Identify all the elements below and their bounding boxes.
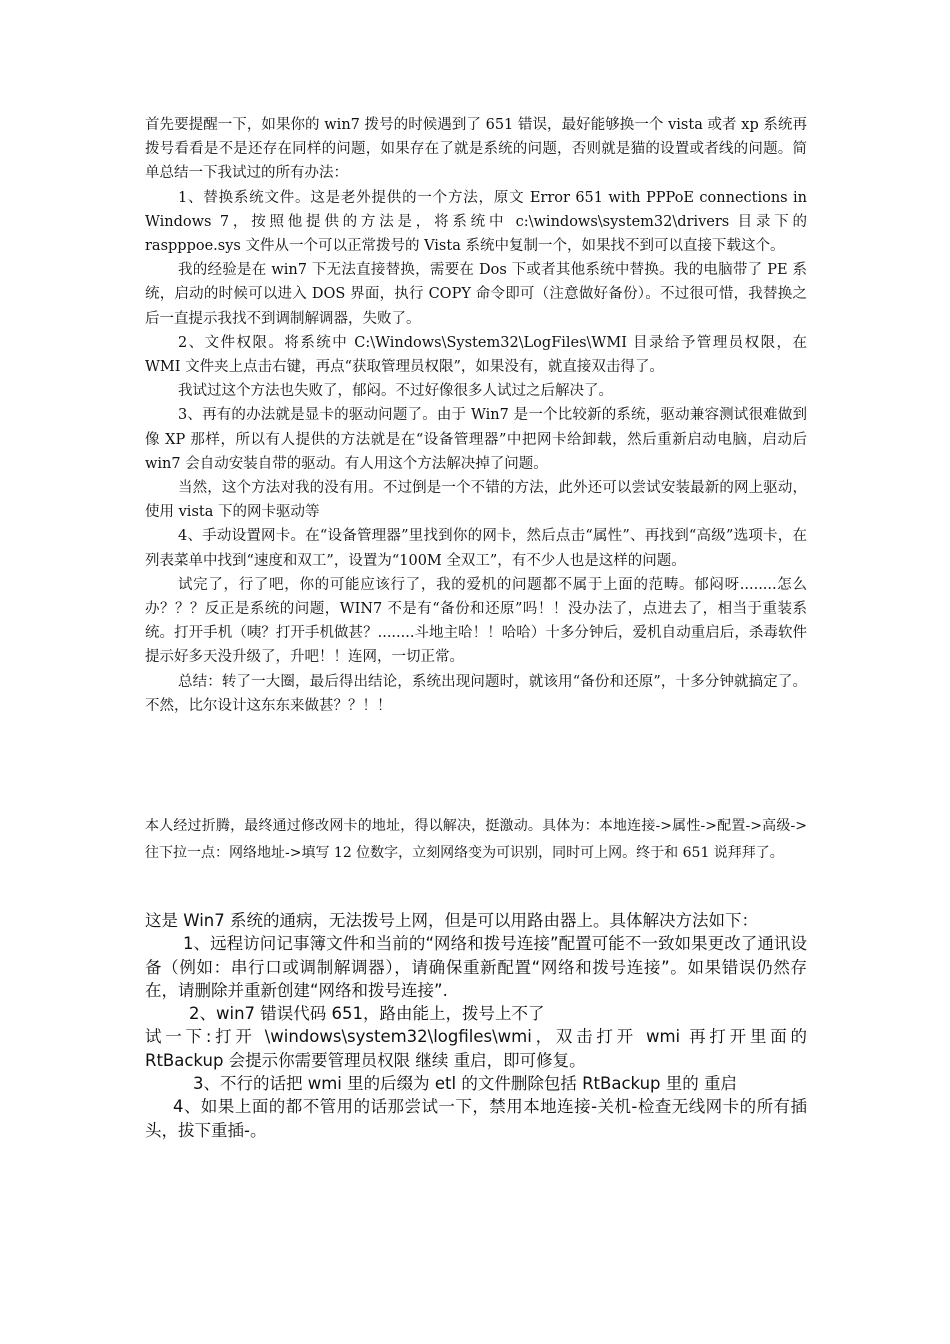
solution-4-paragraph: 4、如果上面的都不管用的话那尝试一下，禁用本地连接-关机-检查无线网卡的所有插头，拔下重插-。 <box>145 1097 807 1140</box>
method-4-paragraph: 4、手动设置网卡。在“设备管理器”里找到你的网卡，然后点击“属性”、再找到“高级”选项卡，在列表菜单中找到“速度和双工”，设置为“100M 全双工”，有不少人也是这样的问题。 <box>145 528 807 569</box>
solution-3-paragraph: 3、不行的话把 wmi 里的后缀为 etl 的文件删除包括 RtBackup 里的 重启 <box>193 1074 737 1094</box>
method-2-result-paragraph: 我试过这个方法也失败了，郁闷。不过好像很多人试过之后解决了。 <box>178 383 613 400</box>
method-2-paragraph: 2、文件权限。将系统中 C:\Windows\System32\LogFiles\WMI 目录给予管理员权限，在 WMI 文件夹上点击右键，再点“获取管理员权限”，如果没有，就直接双击得了。 <box>145 334 807 376</box>
solution-2-heading: 2、win7 错误代码 651，路由能上，拨号上不了 <box>189 1004 545 1024</box>
mac-address-solution-paragraph: 本人经过折腾，最终通过修改网卡的地址，得以解决，挺激动。具体为：本地连接->属性->配置->高级->往下拉一点：网络地址->填写 12 位数字，立刻网络变为可识别，同时可上网。终于和 651 说拜拜了。 <box>145 818 807 861</box>
solution-2-steps: 试一下:打开 \windows\system32\logfiles\wmi，双击打开 wmi 再打开里面的 RtBackup 会提示你需要管理员权限 继续 重启，即可修复。 <box>145 1027 807 1070</box>
summary-paragraph: 总结：转了一大圈，最后得出结论，系统出现问题时，就该用“备份和还原”，十多分钟就搞定了。不然，比尔设计这东东来做甚？？！！ <box>145 673 807 714</box>
article-section-mac-address <box>145 813 807 867</box>
intro-paragraph: 首先要提醒一下，如果你的 win7 拨号的时候遇到了 651 错误，最好能够换一个 vista 或者 xp 系统再拨号看看是不是还存在同样的问题，如果存在了就是系统的问题，否则就是猫的设置或者线的问题。简单总结一下我试过的所有办法： <box>145 117 807 182</box>
article-section-common-issue <box>145 909 807 1142</box>
method-1-experience-paragraph: 我的经验是在 win7 下无法直接替换，需要在 Dos 下或者其他系统中替换。我的电脑带了 PE 系统，启动的时候可以进入 DOS 界面，执行 COPY 命令即可（注意做好备份）。不过很可惜，我替换之后一直提示我找不到调制解调器，失败了。 <box>145 262 807 327</box>
article-section-main <box>145 113 807 718</box>
method-3-paragraph: 3、再有的办法就是显卡的驱动问题了。由于 Win7 是一个比较新的系统，驱动兼容测试很难做到像 XP 那样，所以有人提供的方法就是在“设备管理器”中把网卡给卸载，然后重新启动电脑，启动后 win7 会自动安装自带的驱动。有人用这个方法解决掉了问题。 <box>145 407 807 472</box>
method-3-result-paragraph: 当然，这个方法对我的没有用。不过倒是一个不错的方法，此外还可以尝试安装最新的网上驱动，使用 vista 下的网卡驱动等 <box>145 480 807 521</box>
outcome-paragraph: 试完了，行了吧，你的可能应该行了，我的爱机的问题都不属于上面的范畴。郁闷呀........怎么办？？？反正是系统的问题，WIN7 不是有“备份和还原”吗！！没办法了，点进去了，相当于重装系统。打开手机（咦？打开手机做甚？........斗地主哈！！哈哈）十多分钟后，爱机自动重启后，杀毒软件提示好多天没升级了，升吧！！连网，一切正常。 <box>145 576 807 666</box>
method-1-paragraph: 1、替换系统文件。这是老外提供的一个方法，原文 Error 651 with PPPoE connections in Windows 7，按照他提供的方法是，将系统中 c:\windows\system32\drivers 目录下的 raspppoe.sys 文件从一个可以正常拨号的 Vista 系统中复制一个，如果找不到可以直接下载这个。 <box>145 189 807 255</box>
solution-1-paragraph: 1、远程访问记事簿文件和当前的“网络和拨号连接”配置可能不一致如果更改了通讯设备（例如：串行口或调制解调器），请确保重新配置“网络和拨号连接”。如果错误仍然存在，请删除并重新创建“网络和拨号连接”. <box>145 934 807 1000</box>
common-issue-intro: 这是 Win7 系统的通病，无法拨号上网，但是可以用路由器上。具体解决方法如下： <box>145 911 758 930</box>
